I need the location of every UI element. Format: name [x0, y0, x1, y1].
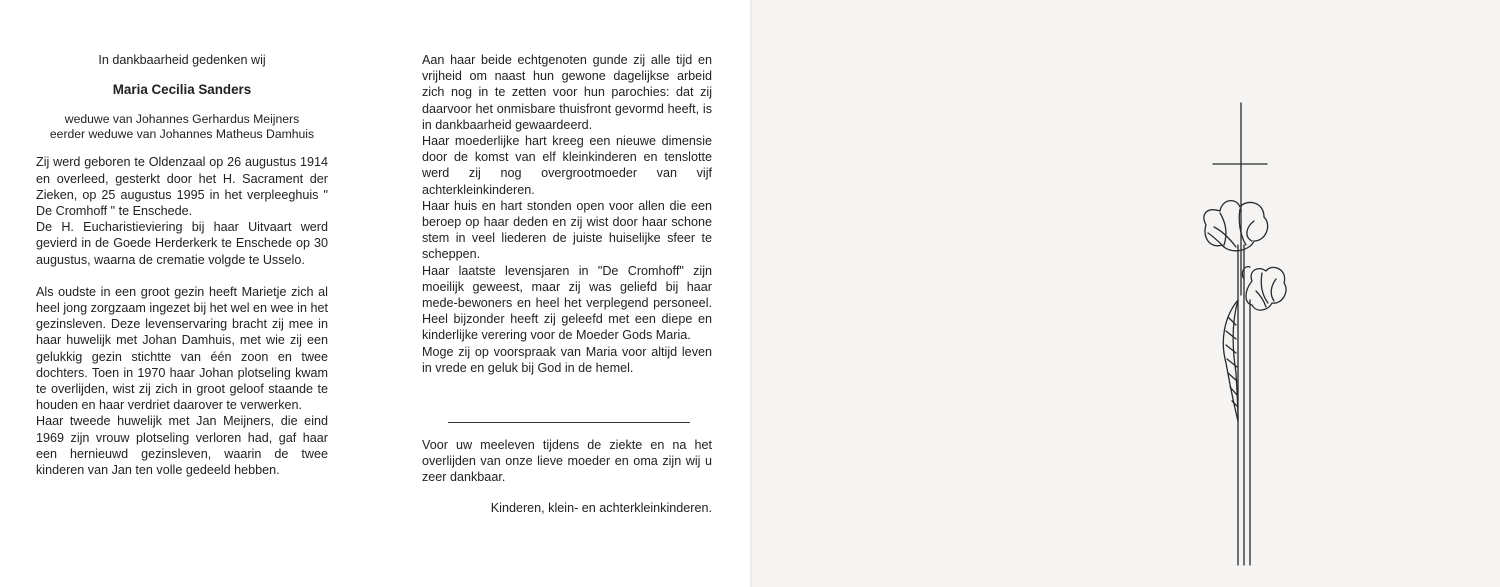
intro-line: In dankbaarheid gedenken wij: [98, 53, 266, 67]
subtitle-line-1: weduwe van Johannes Gerhardus Meijners: [64, 112, 300, 127]
home-paragraph: Haar huis en hart stonden open voor allen die een beroep op haar deden en zij wist door haar schone stem in veel liederen de juiste huiselijke sfeer te scheppen.: [422, 198, 712, 262]
cross-with-poppies-icon: [1180, 95, 1290, 570]
subtitle-line-2: eerder weduwe van Johannes Matheus Damhuis: [49, 127, 315, 142]
left-column: [36, 52, 328, 478]
spouses-paragraph: Aan haar beide echtgenoten gunde zij alle tijd en vrijheid om naast hun gewone dagelijkse arbeid zich nog in te zetten voor hun parochies: dat zij daarvoor het onmisbare thuisfront gevormd heeft, is in dankbaarheid gewaardeerd.: [422, 53, 712, 132]
right-column: [422, 52, 712, 516]
thanks-paragraph: Voor uw meeleven tijdens de ziekte en na het overlijden van onze lieve moeder en oma zijn wij u zeer dankbaar.: [422, 438, 712, 485]
grandchildren-paragraph: Haar moederlijke hart kreeg een nieuwe dimensie door de komst van elf kleinkinderen en tenslotte werd zij nog overgrootmoeder van vijf achterkleinkinderen.: [422, 134, 712, 197]
last-years-paragraph: Haar laatste levensjaren in "De Cromhoff" zijn moeilijk geweest, maar zij was geliefd bij haar mede-bewoners en heel het verplegend personeel. Heel bijzonder heeft zij geleefd met een diepe en kinderlijke verering voor de Moeder Gods Maria.: [422, 263, 712, 343]
deceased-name: Maria Cecilia Sanders: [112, 82, 252, 98]
second-marriage-paragraph: Haar tweede huwelijk met Jan Meijners, die eind 1969 zijn vrouw plotseling verloren had, gaf haar een hernieuwd gezinsleven, waarin de twee kinderen van Jan ten volle gedeeld hebben.: [36, 414, 328, 478]
family-paragraph: Als oudste in een groot gezin heeft Marietje zich al heel jong zorgzaam ingezet bij het wel en wee in het gezinsleven. Deze levenservaring bracht zij mee in haar huwelijk met Johan Damhuis, met wie zij een gelukkig gezin stichtte van één zoon en twee dochters. Toen in 1970 haar Johan plotseling kwam te overlijden, wist zij zich in groot geloof staande te houden en haar verdriet daarover te verwerken.: [36, 284, 328, 413]
widow-subtitle: [36, 112, 328, 142]
cover-page: [752, 0, 1500, 587]
divider-line: [448, 422, 690, 423]
signature-line: Kinderen, klein- en achterkleinkinderen.: [490, 500, 712, 515]
prayer-paragraph: Moge zij op voorspraak van Maria voor altijd leven in vrede en geluk bij God in de hemel.: [422, 344, 712, 375]
funeral-paragraph: De H. Eucharistieviering bij haar Uitvaart werd gevierd in de Goede Herderkerk te Enschede op 30 augustus, waarna de crematie volgde te Usselo.: [36, 220, 328, 267]
birth-death-paragraph: Zij werd geboren te Oldenzaal op 26 augustus 1914 en overleed, gesterkt door het H. Sacrament der Zieken, op 25 augustus 1995 in het verpleeghuis " De Cromhoff " te Enschede.: [36, 155, 328, 219]
